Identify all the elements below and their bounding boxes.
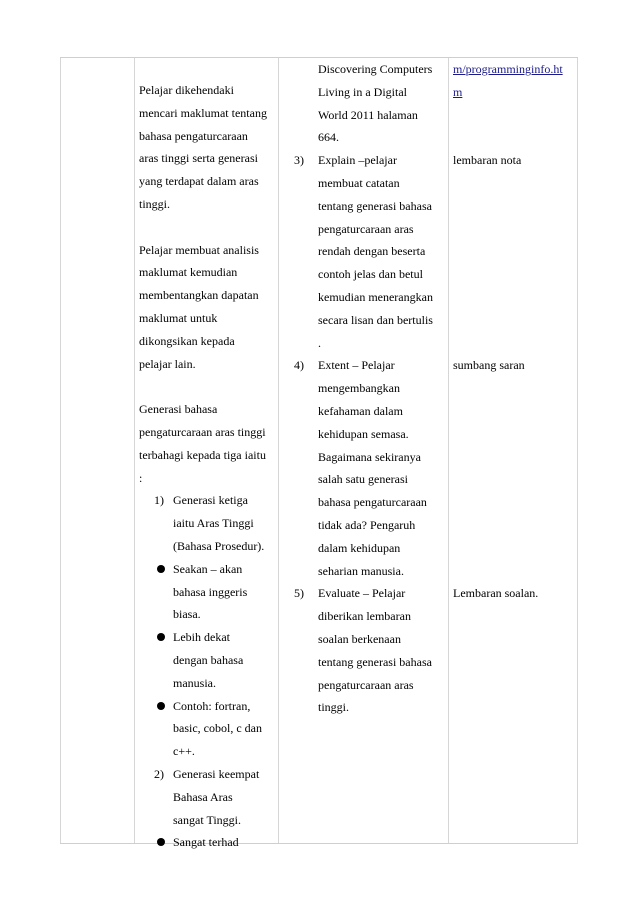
text-line: membentangkan dapatan <box>139 288 259 303</box>
text-line: Bagaimana sekiranya <box>318 449 421 464</box>
text-line: Sangat terhad <box>173 835 239 850</box>
text-line: pengaturcaraan aras tinggi <box>139 424 266 439</box>
text-line: kemudian menerangkan <box>318 289 433 304</box>
text-line: Evaluate – Pelajar <box>318 586 406 601</box>
text-line: tinggi. <box>318 700 350 715</box>
item-number: 3) <box>294 153 304 168</box>
text-line: secara lisan dan bertulis <box>318 312 433 327</box>
table-border-left <box>60 58 61 843</box>
text-line: Seakan – akan <box>173 561 243 576</box>
text-line: salah satu generasi <box>318 472 408 487</box>
text-line: Generasi keempat <box>173 766 260 781</box>
text-line: membuat catatan <box>318 175 400 190</box>
text-line: tentang generasi bahasa <box>318 654 432 669</box>
text-line: kehidupan semasa. <box>318 426 409 441</box>
text-line: terbahagi kepada tiga iaitu <box>139 447 266 462</box>
text-line: c++. <box>173 744 195 759</box>
text-line: Explain –pelajar <box>318 153 397 168</box>
text-line: Pelajar dikehendaki <box>139 83 234 97</box>
reference-link[interactable]: m/programminginfo.ht <box>453 62 563 76</box>
text-line: biasa. <box>173 607 201 622</box>
text-line: seharian manusia. <box>318 563 404 578</box>
bullet-item <box>139 626 281 694</box>
text-line: contoh jelas dan betul <box>318 267 423 282</box>
text-line: tidak ada? Pengaruh <box>318 517 416 532</box>
text-line: dalam kehidupan <box>318 540 401 555</box>
resource-column <box>453 58 576 605</box>
text-line: Generasi ketiga <box>173 493 248 508</box>
text-line: (Bahasa Prosedur). <box>173 538 265 553</box>
text-line: tinggi. <box>139 196 171 211</box>
bullet-icon <box>157 702 165 710</box>
column-divider <box>448 58 449 843</box>
text-line: maklumat kemudian <box>139 265 238 280</box>
text-line: . <box>318 335 321 350</box>
bullet-icon <box>157 633 165 641</box>
text-line: pelajar lain. <box>139 356 196 371</box>
text-line: manusia. <box>173 675 216 690</box>
text-line: pengaturcaraan aras <box>318 221 414 236</box>
text-line: World 2011 halaman <box>318 107 418 122</box>
text-line: dikongsikan kepada <box>139 333 235 348</box>
text-line: mencari maklumat tentang <box>139 105 267 120</box>
bullet-icon <box>157 838 165 846</box>
bullet-item <box>139 831 281 854</box>
text-line: soalan berkenaan <box>318 631 401 646</box>
item-number: 2) <box>154 766 164 781</box>
text-line: Discovering Computers <box>318 62 433 76</box>
text-line: iaitu Aras Tinggi <box>173 516 254 531</box>
bullet-item <box>139 695 281 763</box>
numbered-item <box>294 582 446 719</box>
text-line: Lebih dekat <box>173 630 230 645</box>
bullet-item <box>139 558 281 626</box>
analysis-paragraph <box>139 239 281 376</box>
text-line: diberikan lembaran <box>318 609 411 624</box>
text-line: maklumat untuk <box>139 310 218 325</box>
content-column <box>139 58 281 854</box>
text-line: 664. <box>318 130 339 145</box>
lesson-table <box>60 57 578 850</box>
text-line: tentang generasi bahasa <box>318 198 432 213</box>
text-line: bahasa inggeris <box>173 584 248 599</box>
resource-note: Lembaran soalan. <box>453 586 539 601</box>
objective-paragraph <box>139 79 281 216</box>
item-number: 4) <box>294 358 304 373</box>
text-line: dengan bahasa <box>173 652 244 667</box>
text-line: rendah dengan beserta <box>318 244 426 259</box>
generation-paragraph <box>139 398 281 489</box>
numbered-item <box>139 489 281 557</box>
item-number: 5) <box>294 586 304 601</box>
activity-column <box>294 58 446 719</box>
text-line: Pelajar membuat analisis <box>139 242 259 257</box>
numbered-item <box>139 763 281 831</box>
resource-note: sumbang saran <box>453 358 525 373</box>
numbered-item <box>294 149 446 354</box>
column-divider <box>134 58 135 843</box>
reference-text <box>294 58 446 149</box>
text-line: sangat Tinggi. <box>173 812 242 827</box>
text-line: Generasi bahasa <box>139 402 218 417</box>
table-border-right <box>577 58 578 843</box>
text-line: Contoh: fortran, <box>173 698 251 713</box>
text-line: : <box>139 470 143 485</box>
text-line: Living in a Digital <box>318 84 407 99</box>
numbered-item <box>294 354 446 582</box>
text-line: basic, cobol, c dan <box>173 721 262 736</box>
bullet-icon <box>157 565 165 573</box>
text-line: kefahaman dalam <box>318 403 403 418</box>
text-line: aras tinggi serta generasi <box>139 151 258 166</box>
text-line: Bahasa Aras <box>173 789 233 804</box>
reference-link[interactable]: m <box>453 84 463 99</box>
text-line: bahasa pengaturcaraan <box>139 128 248 143</box>
text-line: pengaturcaraan aras <box>318 677 414 692</box>
text-line: Extent – Pelajar <box>318 358 395 373</box>
item-number: 1) <box>154 493 164 508</box>
text-line: yang terdapat dalam aras <box>139 174 259 189</box>
resource-note: lembaran nota <box>453 153 522 168</box>
text-line: bahasa pengaturcaraan <box>318 495 427 510</box>
text-line: mengembangkan <box>318 381 400 396</box>
